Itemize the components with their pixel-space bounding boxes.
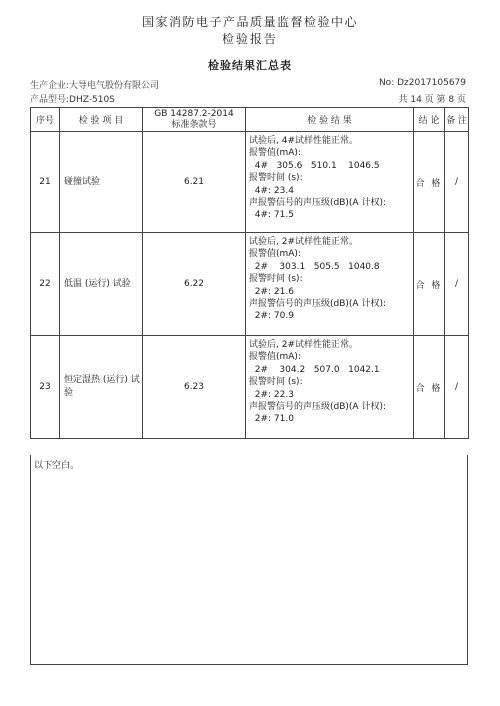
table-row xyxy=(31,132,469,233)
table-header-row xyxy=(31,108,469,132)
header-clause xyxy=(143,108,246,132)
row-remark: / xyxy=(445,336,469,439)
row-no: 22 xyxy=(31,233,60,336)
manufacturer-value: 大导电气股份有限公司 xyxy=(69,81,160,91)
results-summary-table xyxy=(30,107,469,439)
manufacturer-line xyxy=(30,78,159,91)
row-remark: / xyxy=(445,132,469,233)
result-line: 试验后, 2#试样性能正常。 xyxy=(249,340,358,350)
result-line: 2#: 22.3 xyxy=(249,389,294,400)
result-line: 2#: 71.0 xyxy=(249,414,294,425)
header-clause-line2: 标准条款号 xyxy=(171,119,217,130)
model-line xyxy=(30,92,115,105)
row-conclusion: 合 格 xyxy=(414,233,445,336)
row-clause: 6.23 xyxy=(143,336,246,439)
row-conclusion: 合 格 xyxy=(414,336,445,439)
header-item: 检 验 项 目 xyxy=(60,108,143,132)
result-line: 试验后, 2#试样性能正常。 xyxy=(249,237,358,247)
result-line: 4#: 71.5 xyxy=(249,210,294,221)
manufacturer-label: 生产企业: xyxy=(30,81,70,91)
table-row xyxy=(31,336,469,439)
result-line: 报警时间 (s): xyxy=(249,377,303,388)
result-line: 报警值(mA): xyxy=(249,352,301,363)
blank-below-note: 以下空白。 xyxy=(34,461,80,471)
report-number: No: Dz2017105679 xyxy=(378,78,466,88)
row-no: 21 xyxy=(31,132,60,233)
report-title: 检验报告 xyxy=(221,32,278,46)
model-label: 产品型号: xyxy=(30,95,70,105)
result-line: 声报警信号的声压级(dB)(A 计权): xyxy=(249,198,386,209)
model-value: DHZ-510S xyxy=(69,95,115,105)
row-clause: 6.21 xyxy=(143,132,246,233)
result-line: 声报警信号的声压级(dB)(A 计权): xyxy=(249,299,386,310)
row-result xyxy=(246,132,414,233)
header-remark: 备 注 xyxy=(445,108,469,132)
row-conclusion: 合 格 xyxy=(414,132,445,233)
result-line: 2# 304.2 507.0 1042.1 xyxy=(249,364,380,375)
result-line: 2#: 70.9 xyxy=(249,311,294,322)
result-line: 报警值(mA): xyxy=(249,148,301,159)
table-row xyxy=(31,233,469,336)
result-line: 报警时间 (s): xyxy=(249,274,303,285)
blank-area xyxy=(30,455,468,665)
row-item: 碰撞试验 xyxy=(60,132,143,233)
result-line: 2# 303.1 505.5 1040.8 xyxy=(249,261,380,272)
row-remark: / xyxy=(445,233,469,336)
testing-center-name: 国家消防电子产品质量监督检验中心 xyxy=(141,15,358,29)
table-title: 检验结果汇总表 xyxy=(208,59,292,72)
header-clause-line1: GB 14287.2-2014 xyxy=(154,108,234,119)
row-item: 低温 (运行) 试验 xyxy=(60,233,143,336)
row-result xyxy=(246,336,414,439)
header-result: 检 验 结 果 xyxy=(246,108,414,132)
result-line: 报警时间 (s): xyxy=(249,173,303,184)
result-line: 声报警信号的声压级(dB)(A 计权): xyxy=(249,402,386,413)
row-no: 23 xyxy=(31,336,60,439)
result-line: 4#: 23.4 xyxy=(249,185,294,196)
result-line: 报警值(mA): xyxy=(249,249,301,260)
result-line: 2#: 21.6 xyxy=(249,286,294,297)
row-result xyxy=(246,233,414,336)
row-clause: 6.22 xyxy=(143,233,246,336)
row-item: 恒定湿热 (运行) 试验 xyxy=(60,336,143,439)
header-conclusion: 结 论 xyxy=(414,108,445,132)
result-line: 试验后, 4#试样性能正常。 xyxy=(249,136,358,146)
result-line: 4# 305.6 510.1 1046.5 xyxy=(249,160,380,171)
header-no: 序号 xyxy=(31,108,60,132)
page-count: 共 14 页 第 8 页 xyxy=(398,95,466,105)
